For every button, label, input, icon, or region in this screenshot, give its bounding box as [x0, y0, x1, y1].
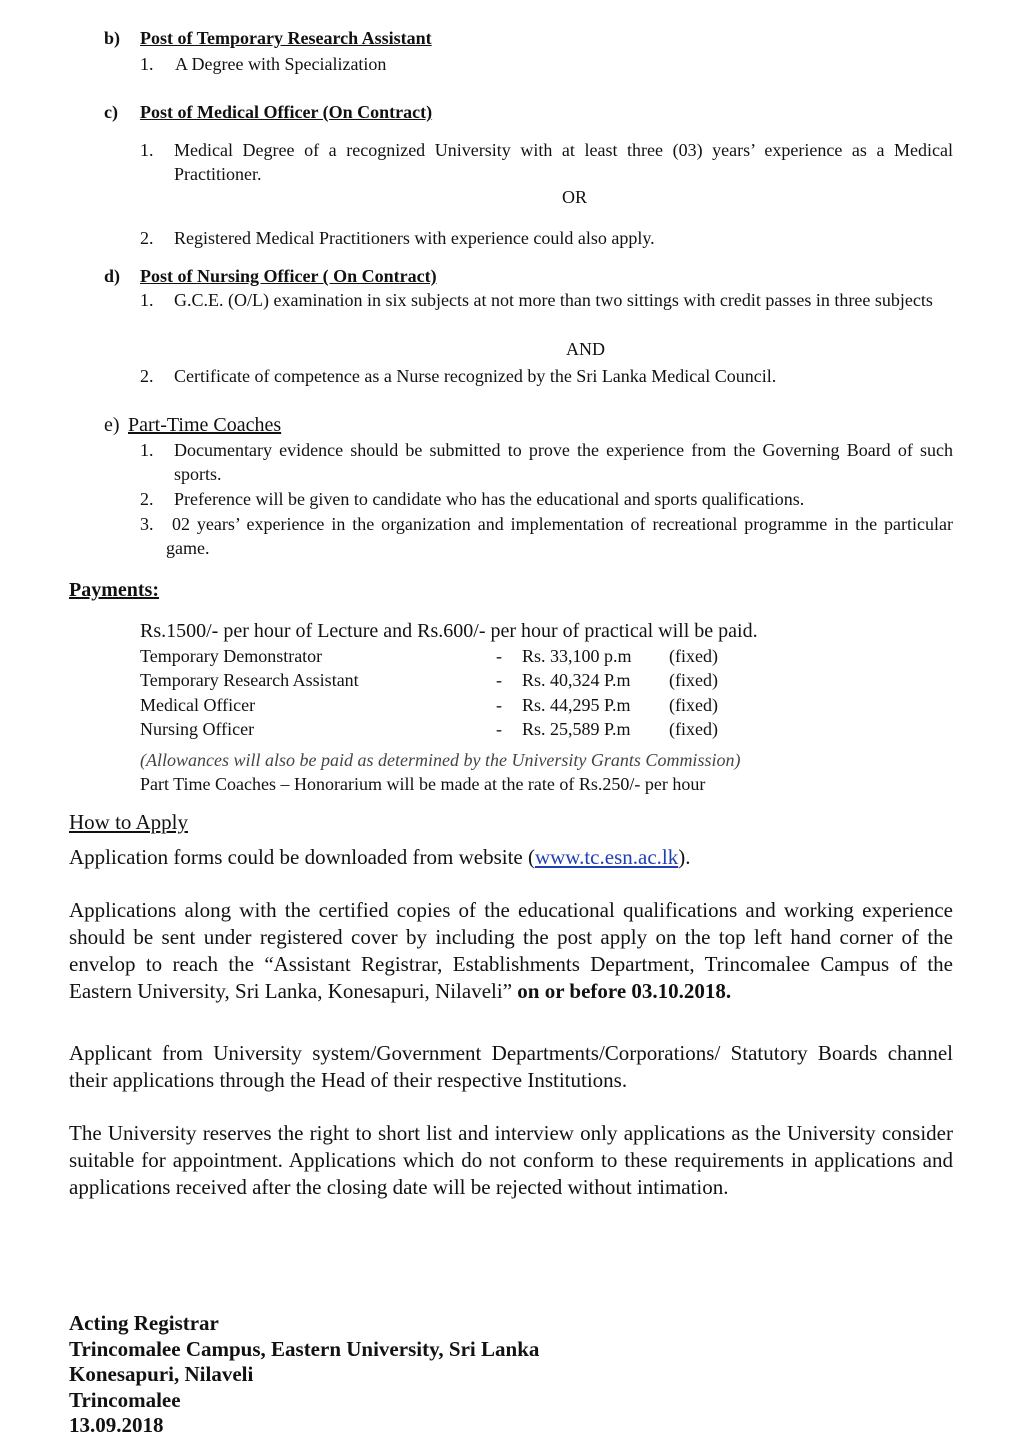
payment-amount: Rs. 40,324 P.m	[522, 670, 631, 690]
section-e-heading: Part-Time Coaches	[128, 414, 282, 436]
list-item: A Degree with Specialization	[175, 54, 387, 74]
signatory-title: Acting Registrar	[69, 1311, 219, 1335]
payment-note: (fixed)	[669, 695, 718, 715]
lecture-rate: Rs.1500/- per hour of Lecture and Rs.600/- per hour of practical will be paid.	[140, 620, 758, 642]
download-text-end: ).	[678, 845, 691, 869]
section-c-letter: c)	[104, 102, 118, 122]
application-paragraph	[69, 897, 953, 1005]
list-item: 02 years’ experience in the organization and implementation of recreational programme in the particular game.	[166, 514, 953, 558]
signatory-address: Konesapuri, Nilaveli	[69, 1362, 254, 1386]
section-b-heading: Post of Temporary Research Assistant	[140, 28, 432, 48]
payment-dash: -	[496, 670, 502, 690]
section-c-heading: Post of Medical Officer (On Contract)	[140, 102, 433, 122]
application-text: Applications along with the certified copies of the educational qualifications and working experience should be sent under registered cover by including the post apply on the top left hand corner of the envelop to reach the “Assistant Registrar, Establishments Department, Trincomalee Campus of the Eastern University, Sri Lanka, Konesapuri, Nilaveli”	[69, 898, 953, 1003]
how-to-apply-heading: How to Apply	[69, 810, 189, 834]
section-d-heading: Post of Nursing Officer ( On Contract)	[140, 266, 437, 286]
section-b-letter: b)	[104, 28, 121, 48]
payment-dash: -	[496, 646, 502, 666]
section-e-letter: e)	[104, 414, 120, 436]
website-link[interactable]: www.tc.esn.ac.lk	[534, 845, 679, 869]
list-item: Certificate of competence as a Nurse recognized by the Sri Lanka Medical Council.	[174, 366, 777, 386]
payment-note: (fixed)	[669, 646, 718, 666]
payment-amount: Rs. 25,589 P.m	[522, 719, 631, 739]
or-separator: OR	[562, 187, 588, 207]
and-separator: AND	[566, 339, 605, 359]
coaches-honorarium: Part Time Coaches – Honorarium will be made at the rate of Rs.250/- per hour	[140, 774, 706, 794]
payment-amount: Rs. 33,100 p.m	[522, 646, 632, 666]
list-number: 1.	[140, 140, 154, 160]
list-item: Registered Medical Practitioners with experience could also apply.	[174, 228, 655, 248]
payment-post: Temporary Demonstrator	[140, 646, 323, 666]
list-number: 3.	[140, 514, 154, 534]
list-number: 2.	[140, 489, 154, 509]
list-item: G.C.E. (O/L) examination in six subjects at not more than two sittings with credit passes in three subjects	[174, 290, 933, 310]
list-number: 2.	[140, 366, 154, 386]
payment-note: (fixed)	[669, 719, 718, 739]
list-number: 1.	[140, 440, 154, 460]
list-number: 1.	[140, 54, 154, 74]
payment-post: Medical Officer	[140, 695, 256, 715]
signatory-institution: Trincomalee Campus, Eastern University, Sri Lanka	[69, 1337, 540, 1361]
payment-dash: -	[496, 695, 502, 715]
payment-post: Nursing Officer	[140, 719, 255, 739]
payment-post: Temporary Research Assistant	[140, 670, 359, 690]
payments-heading: Payments:	[69, 579, 159, 601]
closing-date: on or before 03.10.2018.	[517, 979, 732, 1003]
applicant-paragraph: Applicant from University system/Government Departments/Corporations/ Statutory Boards channel their applications through the Head of their respective Institutions.	[69, 1041, 953, 1092]
list-number: 2.	[140, 228, 154, 248]
signatory-city: Trincomalee	[69, 1388, 181, 1412]
reserve-rights-paragraph: The University reserves the right to short list and interview only applications as the University consider suitable for appointment. Applications which do not conform to these requirements in applications and applications received after the closing date will be rejected without intimation.	[69, 1121, 953, 1199]
payment-note: (fixed)	[669, 670, 718, 690]
list-item: Medical Degree of a recognized University with at least three (03) years’ experience as a Medical Practitioner.	[174, 140, 953, 184]
download-text: Application forms could be downloaded from website (	[69, 845, 535, 869]
download-line	[69, 844, 690, 871]
allowances-note: (Allowances will also be paid as determined by the University Grants Commission)	[140, 750, 741, 770]
list-number: 1.	[140, 290, 154, 310]
section-d-letter: d)	[104, 266, 121, 286]
payment-dash: -	[496, 719, 502, 739]
list-item: Preference will be given to candidate who has the educational and sports qualifications.	[174, 489, 805, 509]
list-item: Documentary evidence should be submitted to prove the experience from the Governing Board of such sports.	[174, 440, 953, 484]
document-date: 13.09.2018	[69, 1413, 164, 1437]
payment-amount: Rs. 44,295 P.m	[522, 695, 631, 715]
